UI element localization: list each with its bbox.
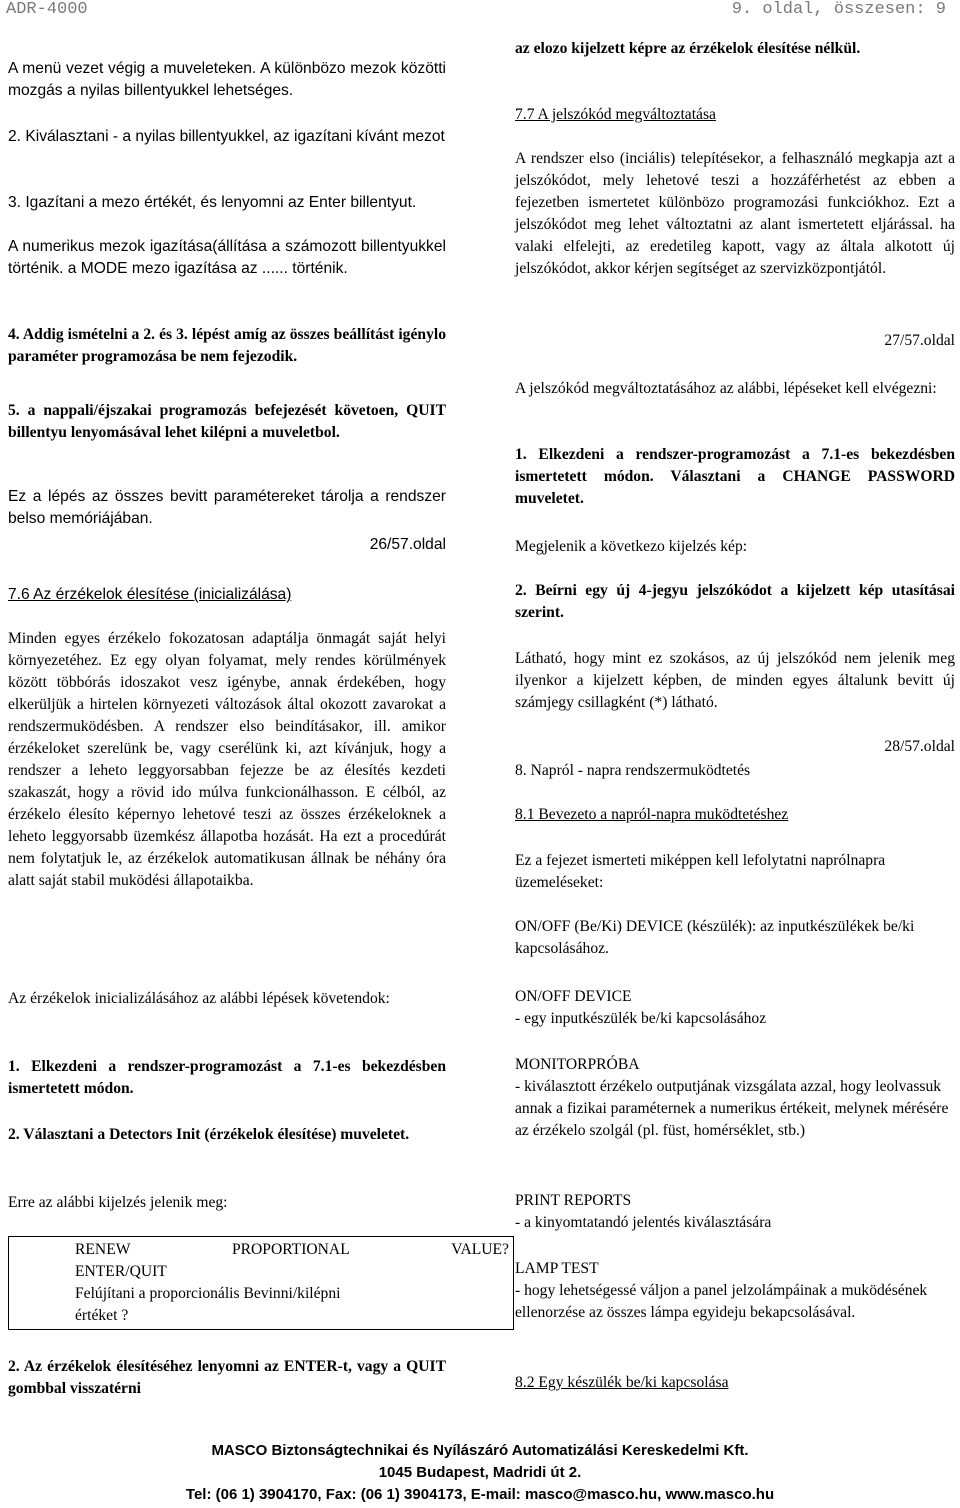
page-reference: 28/57.oldal bbox=[884, 738, 955, 755]
section-heading-8-2: 8.2 Egy készülék be/ki kapcsolása bbox=[515, 1374, 729, 1391]
monitor-test-title: MONITORPRÓBA bbox=[515, 1056, 640, 1073]
section-heading-8: 8. Napról - napra rendszermuködtetés bbox=[515, 762, 751, 779]
section-heading-7-6: 7.6 Az érzékelok élesítése (inicializálása) bbox=[8, 586, 292, 603]
display-line-2: ENTER/QUIT bbox=[75, 1263, 167, 1280]
display-intro: Erre az alábbi kijelzés jelenik meg: bbox=[8, 1194, 228, 1211]
on-off-device-description: ON/OFF (Be/Ki) DEVICE (készülék): az inputkészülékek be/ki kapcsolásához. bbox=[515, 918, 915, 957]
company-name: MASCO Biztonságtechnikai és Nyílászáró Automatizálási Kereskedelmi Kft. bbox=[211, 1442, 749, 1459]
password-steps-intro: A jelszókód megváltoztatásához az alábbi, lépéseket kell elvégezni: bbox=[515, 380, 937, 397]
detector-adaptation-paragraph: Minden egyes érzékelo fokozatosan adaptálja önmagát saját helyi környezetéhez. Ez egy olyan folyamat, mely rendes körülmények között többórás idoszakot vesz igénybe, annak érdekében, hogy elkerüljük a hirtelen környezeti változások által okozott zavarokat a rendszermuködésben. A rendszer elso beindításakor, ill. amikor érzékeloket szerelünk be, vagy cserélünk ki, azt kívánjuk, hogy a rendszer a leheto leggyorsabban fejezze be az élesítés kezdeti szakaszát, hogy a rövid ido múlva funkcionálhasson. E célból, az érzékelo élesíto képernyo lehetové teszi az összes érzékeloknek a leheto leggyorsabb üzemkész állapotba hozását. Ha ezt a procedúrát nem folytatjuk le, az érzékelok automatikusan állnak be néhány óra alatt saját stabil muködési állapotaikba. bbox=[8, 630, 446, 889]
company-contact: Tel: (06 1) 3904170, Fax: (06 1) 3904173, E-mail: masco@masco.hu, www.masco.hu bbox=[185, 1486, 775, 1503]
init-step-enter-quit: 2. Az érzékelok élesítéséhez lenyomni az ENTER-t, vagy a QUIT gombbal visszatérni bbox=[8, 1358, 446, 1397]
step-2-select-field: 2. Kiválasztani - a nyilas billentyukkel, az igazítani kívánt mezot bbox=[8, 128, 445, 145]
page-footer bbox=[0, 1440, 960, 1506]
password-intro-paragraph: A rendszer elso (inciális) telepítésekor, a felhasználó megkapja azt a jelszókódot, mely lehetové teszi a hozzáférhetést az ebben a fejezetben ismertetet különbözo programozási funkciókhoz. Ezt a jelszókódot meg lehet változtatni az alant ismertetett eljárással. ha valaki elfelejti, az eredetileg kapott, vagy az általa alkotott új jelszókódot, akkor kérjen segítséget az szervizközpontjától. bbox=[515, 150, 955, 277]
display-line-3: Felújítani a proporcionális Bevinni/kilépni bbox=[75, 1285, 341, 1302]
page-reference: 27/57.oldal bbox=[884, 332, 955, 349]
step-4-repeat: 4. Addig ismételni a 2. és 3. lépést amíg az összes beállítást igénylo paraméter programozása be nem fejezodik. bbox=[8, 326, 446, 365]
print-reports-title: PRINT REPORTS bbox=[515, 1192, 632, 1209]
step-3-adjust-field: 3. Igazítani a mezo értékét, és lenyomni az Enter billentyut. bbox=[8, 194, 417, 211]
page-header bbox=[0, 0, 960, 22]
lamp-test-detail: - hogy lehetségessé váljon a panel jelzolámpáinak a muködésének ellenorzése az összes lámpa egyideju bekapcsolásával. bbox=[515, 1282, 928, 1321]
password-step-1: 1. Elkezdeni a rendszer-programozást a 7.1-es bekezdésben ismertetett módon. Választani a CHANGE PASSWORD muveletet. bbox=[515, 446, 955, 507]
menu-intro-paragraph: A menü vezet végig a muveleteken. A különbözo mezok közötti mozgás a nyilas billentyukkel lehetséges. bbox=[8, 60, 446, 99]
display-line-4: értéket ? bbox=[75, 1307, 129, 1324]
display-word-renew: RENEW bbox=[75, 1241, 131, 1258]
company-address: 1045 Budapest, Madridi út 2. bbox=[378, 1464, 582, 1481]
daily-operation-intro: Ez a fejezet ismerteti miképpen kell lefolytatni naprólnapra üzemeléseket: bbox=[515, 852, 886, 891]
storage-note: Ez a lépés az összes bevitt paramétereket tárolja a rendszer belso memóriájában. bbox=[8, 488, 446, 527]
page-indicator: 9. oldal, összesen: 9 bbox=[731, 0, 946, 19]
monitor-test-detail: - kiválasztott érzékelo outputjának vizsgálata azzal, hogy leolvassuk annak a fizikai paraméternek a numerikus értékeit, melynek mérésére az érzékelo szolgál (pl. füst, homérséklet, stb.) bbox=[515, 1078, 949, 1139]
section-heading-7-7: 7.7 A jelszókód megváltoztatása bbox=[515, 106, 716, 123]
asterisk-note: Látható, hogy mint ez szokásos, az új jelszókód nem jelenik meg ilyenkor a kijelzett képben, de minden egyes általunk bevitt új számjegy csillagként (*) látható. bbox=[515, 650, 955, 711]
section-heading-8-1: 8.1 Bevezeto a napról-napra muködtetéshez bbox=[515, 806, 789, 823]
display-appears-note: Megjelenik a következo kijelzés kép: bbox=[515, 538, 748, 555]
continuation-paragraph: az elozo kijelzett képre az érzékelok élesítése nélkül. bbox=[515, 40, 861, 57]
password-step-2: 2. Beírni egy új 4-jegyu jelszókódot a kijelzett kép utasításai szerint. bbox=[515, 582, 955, 621]
page-reference: 26/57.oldal bbox=[369, 536, 446, 553]
document-code: ADR-4000 bbox=[6, 0, 88, 19]
display-word-value: VALUE? bbox=[451, 1241, 509, 1258]
lamp-test-title: LAMP TEST bbox=[515, 1260, 599, 1277]
step-5-quit: 5. a nappali/éjszakai programozás befejezését követoen, QUIT billentyu lenyomásával lehet kilépni a muveletbol. bbox=[8, 402, 446, 441]
on-off-device-detail: - egy inputkészülék be/ki kapcsolásához bbox=[515, 1010, 767, 1027]
init-step-1: 1. Elkezdeni a rendszer-programozást a 7.1-es bekezdésben ismertetett módon. bbox=[8, 1058, 446, 1097]
display-word-proportional: PROPORTIONAL bbox=[231, 1241, 350, 1258]
numeric-field-note: A numerikus mezok igazítása(állítása a számozott billentyukkel történik. a MODE mezo igazítása az ...... történik. bbox=[8, 238, 446, 277]
on-off-device-title: ON/OFF DEVICE bbox=[515, 988, 632, 1005]
display-line-1 bbox=[75, 1239, 513, 1261]
lcd-display-box bbox=[8, 1236, 514, 1330]
init-step-2: 2. Választani a Detectors Init (érzékelok élesítése) muveletet. bbox=[8, 1126, 410, 1143]
print-reports-detail: - a kinyomtatandó jelentés kiválasztására bbox=[515, 1214, 772, 1231]
init-steps-intro: Az érzékelok inicializálásához az alábbi lépések követendok: bbox=[8, 990, 390, 1007]
